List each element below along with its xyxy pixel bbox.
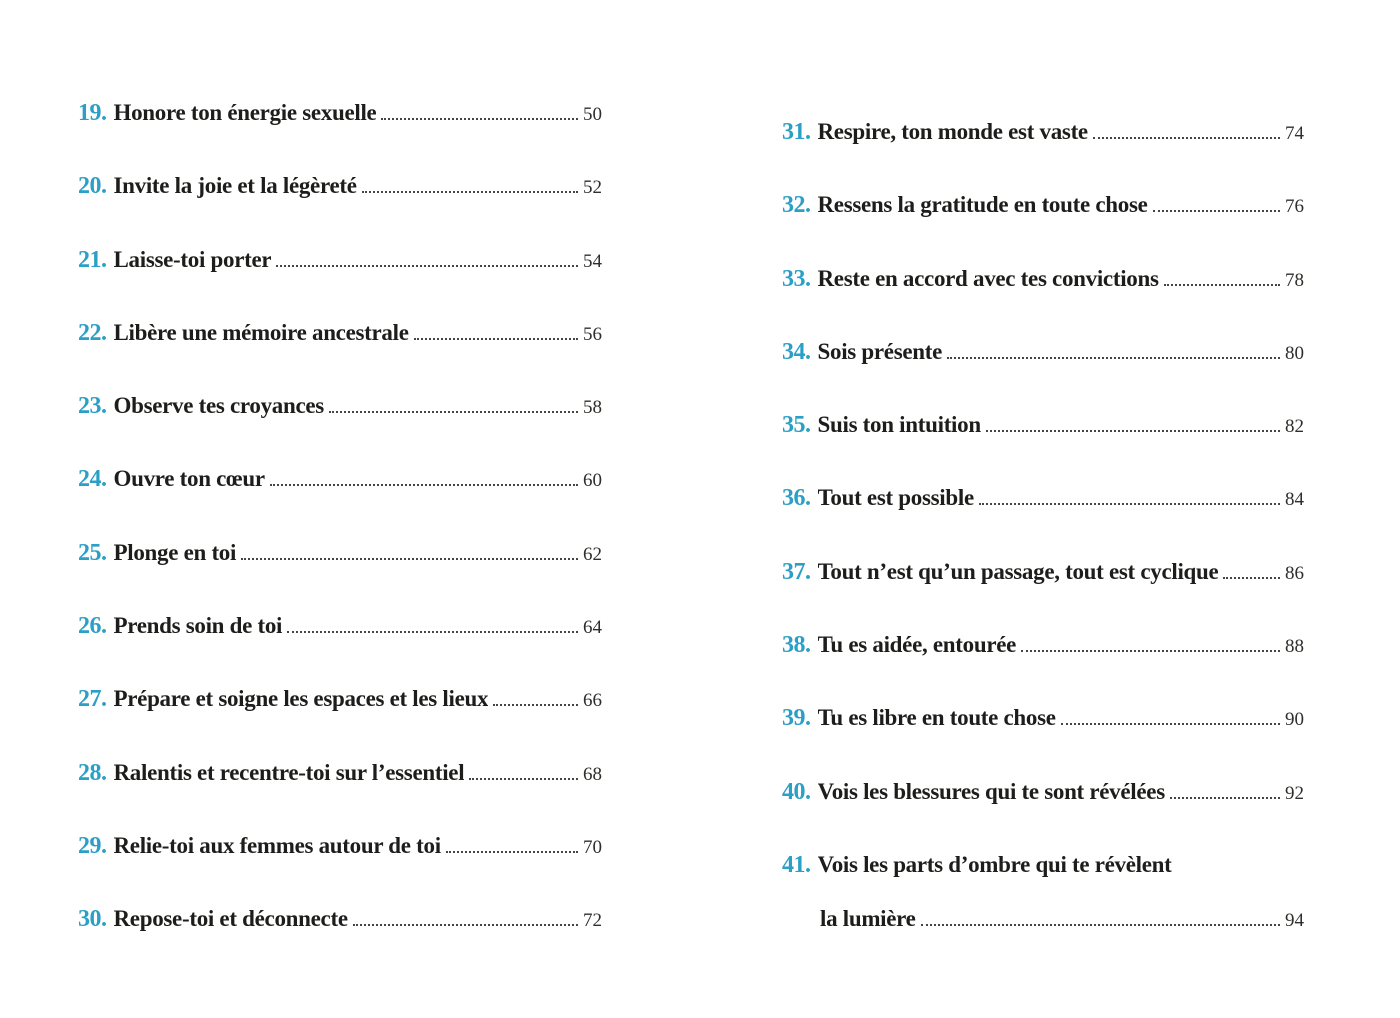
entry-title: Plonge en toi <box>113 539 237 565</box>
entry-page-number: 66 <box>583 690 602 712</box>
entry-page-number: 52 <box>583 177 602 199</box>
entry-title: Ressens la gratitude en toute chose <box>817 192 1148 218</box>
dotted-leader <box>362 191 578 193</box>
entry-page-number: 90 <box>1285 709 1304 731</box>
entry-page-number: 62 <box>583 543 602 565</box>
dotted-leader <box>469 778 578 780</box>
entry-number: 33. <box>782 265 811 292</box>
entry-page-number: 54 <box>583 250 602 272</box>
entry-title: Sois présente <box>817 338 943 364</box>
entry-number: 41. <box>782 851 811 878</box>
entry-title: Suis ton intuition <box>817 412 981 438</box>
entry-number: 29. <box>78 832 107 859</box>
entry-title: Tout est possible <box>817 485 974 511</box>
entry-title: Honore ton énergie sexuelle <box>113 100 377 125</box>
dotted-leader <box>1170 797 1280 799</box>
dotted-leader <box>1021 650 1280 652</box>
entry-number: 38. <box>782 632 811 659</box>
entry-number: 21. <box>78 246 107 273</box>
dotted-leader <box>270 484 578 486</box>
entry-page-number: 80 <box>1285 342 1304 364</box>
entry-title: Laisse-toi porter <box>113 246 272 272</box>
toc-column-left <box>78 100 602 980</box>
entry-page-number: 76 <box>1285 196 1304 218</box>
toc-entry <box>78 320 602 354</box>
entry-page-number: 94 <box>1285 909 1304 931</box>
dotted-leader <box>1223 577 1280 579</box>
entry-page-number: 82 <box>1285 416 1304 438</box>
entry-number: 40. <box>782 778 811 805</box>
toc-entry <box>78 833 602 867</box>
entry-number: 20. <box>78 173 107 200</box>
toc-entry-wrap-line <box>782 906 1304 940</box>
entry-title: Ouvre ton cœur <box>113 466 265 492</box>
toc-entry <box>78 247 602 281</box>
entry-number: 34. <box>782 338 811 365</box>
entry-number: 30. <box>78 906 107 933</box>
toc-column-right <box>782 119 1304 979</box>
entry-title: Vois les blessures qui te sont révélées <box>817 778 1165 804</box>
entry-number: 35. <box>782 412 811 439</box>
entry-title-continued: la lumière <box>820 905 916 931</box>
dotted-leader <box>241 558 578 560</box>
toc-entry <box>782 412 1304 446</box>
entry-page-number: 84 <box>1285 489 1304 511</box>
dotted-leader <box>986 430 1280 432</box>
toc-entry <box>782 119 1304 153</box>
dotted-leader <box>353 924 578 926</box>
dotted-leader <box>979 503 1280 505</box>
entry-title: Reste en accord avec tes convictions <box>817 265 1159 291</box>
toc-entry <box>78 393 602 427</box>
entry-title: Prépare et soigne les espaces et les lieux <box>113 686 489 712</box>
entry-page-number: 92 <box>1285 782 1304 804</box>
toc-entry <box>782 852 1304 886</box>
toc-entry <box>78 906 602 940</box>
entry-title: Libère une mémoire ancestrale <box>113 319 409 345</box>
entry-page-number: 74 <box>1285 123 1304 144</box>
dotted-leader <box>1093 137 1280 139</box>
toc-entry <box>782 339 1304 373</box>
toc-entry <box>78 466 602 500</box>
entry-number: 36. <box>782 485 811 512</box>
entry-title: Tu es aidée, entourée <box>817 632 1017 658</box>
entry-number: 19. <box>78 100 107 126</box>
toc-entry <box>78 540 602 574</box>
entry-title: Relie-toi aux femmes autour de toi <box>113 832 441 858</box>
dotted-leader <box>947 357 1280 359</box>
entry-page-number: 68 <box>583 763 602 785</box>
entry-title: Ralentis et recentre-toi sur l’essentiel <box>113 759 465 785</box>
entry-page-number: 56 <box>583 323 602 345</box>
entry-number: 26. <box>78 613 107 640</box>
dotted-leader <box>1153 210 1281 212</box>
dotted-leader <box>1061 723 1280 725</box>
entry-title: Observe tes croyances <box>113 393 324 419</box>
entry-number: 32. <box>782 192 811 219</box>
entry-page-number: 58 <box>583 397 602 419</box>
dotted-leader <box>381 118 578 120</box>
dotted-leader <box>921 924 1280 926</box>
entry-title: Respire, ton monde est vaste <box>817 119 1088 144</box>
entry-page-number: 88 <box>1285 636 1304 658</box>
dotted-leader <box>1164 284 1280 286</box>
dotted-leader <box>493 704 578 706</box>
toc-entry <box>782 485 1304 519</box>
entry-page-number: 78 <box>1285 269 1304 291</box>
entry-page-number: 86 <box>1285 562 1304 584</box>
toc-entry <box>782 705 1304 739</box>
entry-title: Vois les parts d’ombre qui te révèlent <box>817 851 1172 877</box>
dotted-leader <box>446 851 578 853</box>
toc-entry <box>78 100 602 134</box>
entry-number: 25. <box>78 539 107 566</box>
dotted-leader <box>287 631 578 633</box>
entry-page-number: 60 <box>583 470 602 492</box>
entry-title: Tout n’est qu’un passage, tout est cyclique <box>817 558 1219 584</box>
toc-entry <box>782 266 1304 300</box>
entry-page-number: 50 <box>583 104 602 125</box>
entry-number: 28. <box>78 759 107 786</box>
entry-page-number: 72 <box>583 910 602 932</box>
toc-entry <box>782 192 1304 226</box>
entry-number: 23. <box>78 393 107 420</box>
entry-number: 24. <box>78 466 107 493</box>
entry-page-number: 64 <box>583 617 602 639</box>
entry-title: Repose-toi et déconnecte <box>113 906 348 932</box>
toc-entry <box>78 613 602 647</box>
entry-title: Tu es libre en toute chose <box>817 705 1056 731</box>
entry-number: 39. <box>782 705 811 732</box>
entry-title: Prends soin de toi <box>113 613 283 639</box>
toc-entry <box>782 632 1304 666</box>
entry-number: 22. <box>78 319 107 346</box>
toc-entry <box>782 559 1304 593</box>
toc-entry <box>782 779 1304 813</box>
entry-number: 37. <box>782 558 811 585</box>
entry-title: Invite la joie et la légèreté <box>113 173 357 199</box>
toc-entry <box>78 173 602 207</box>
dotted-leader <box>414 338 578 340</box>
entry-number: 31. <box>782 119 811 145</box>
toc-entry <box>78 760 602 794</box>
entry-number: 27. <box>78 686 107 713</box>
entry-page-number: 70 <box>583 836 602 858</box>
dotted-leader <box>329 411 578 413</box>
dotted-leader <box>276 265 578 267</box>
toc-entry <box>78 686 602 720</box>
